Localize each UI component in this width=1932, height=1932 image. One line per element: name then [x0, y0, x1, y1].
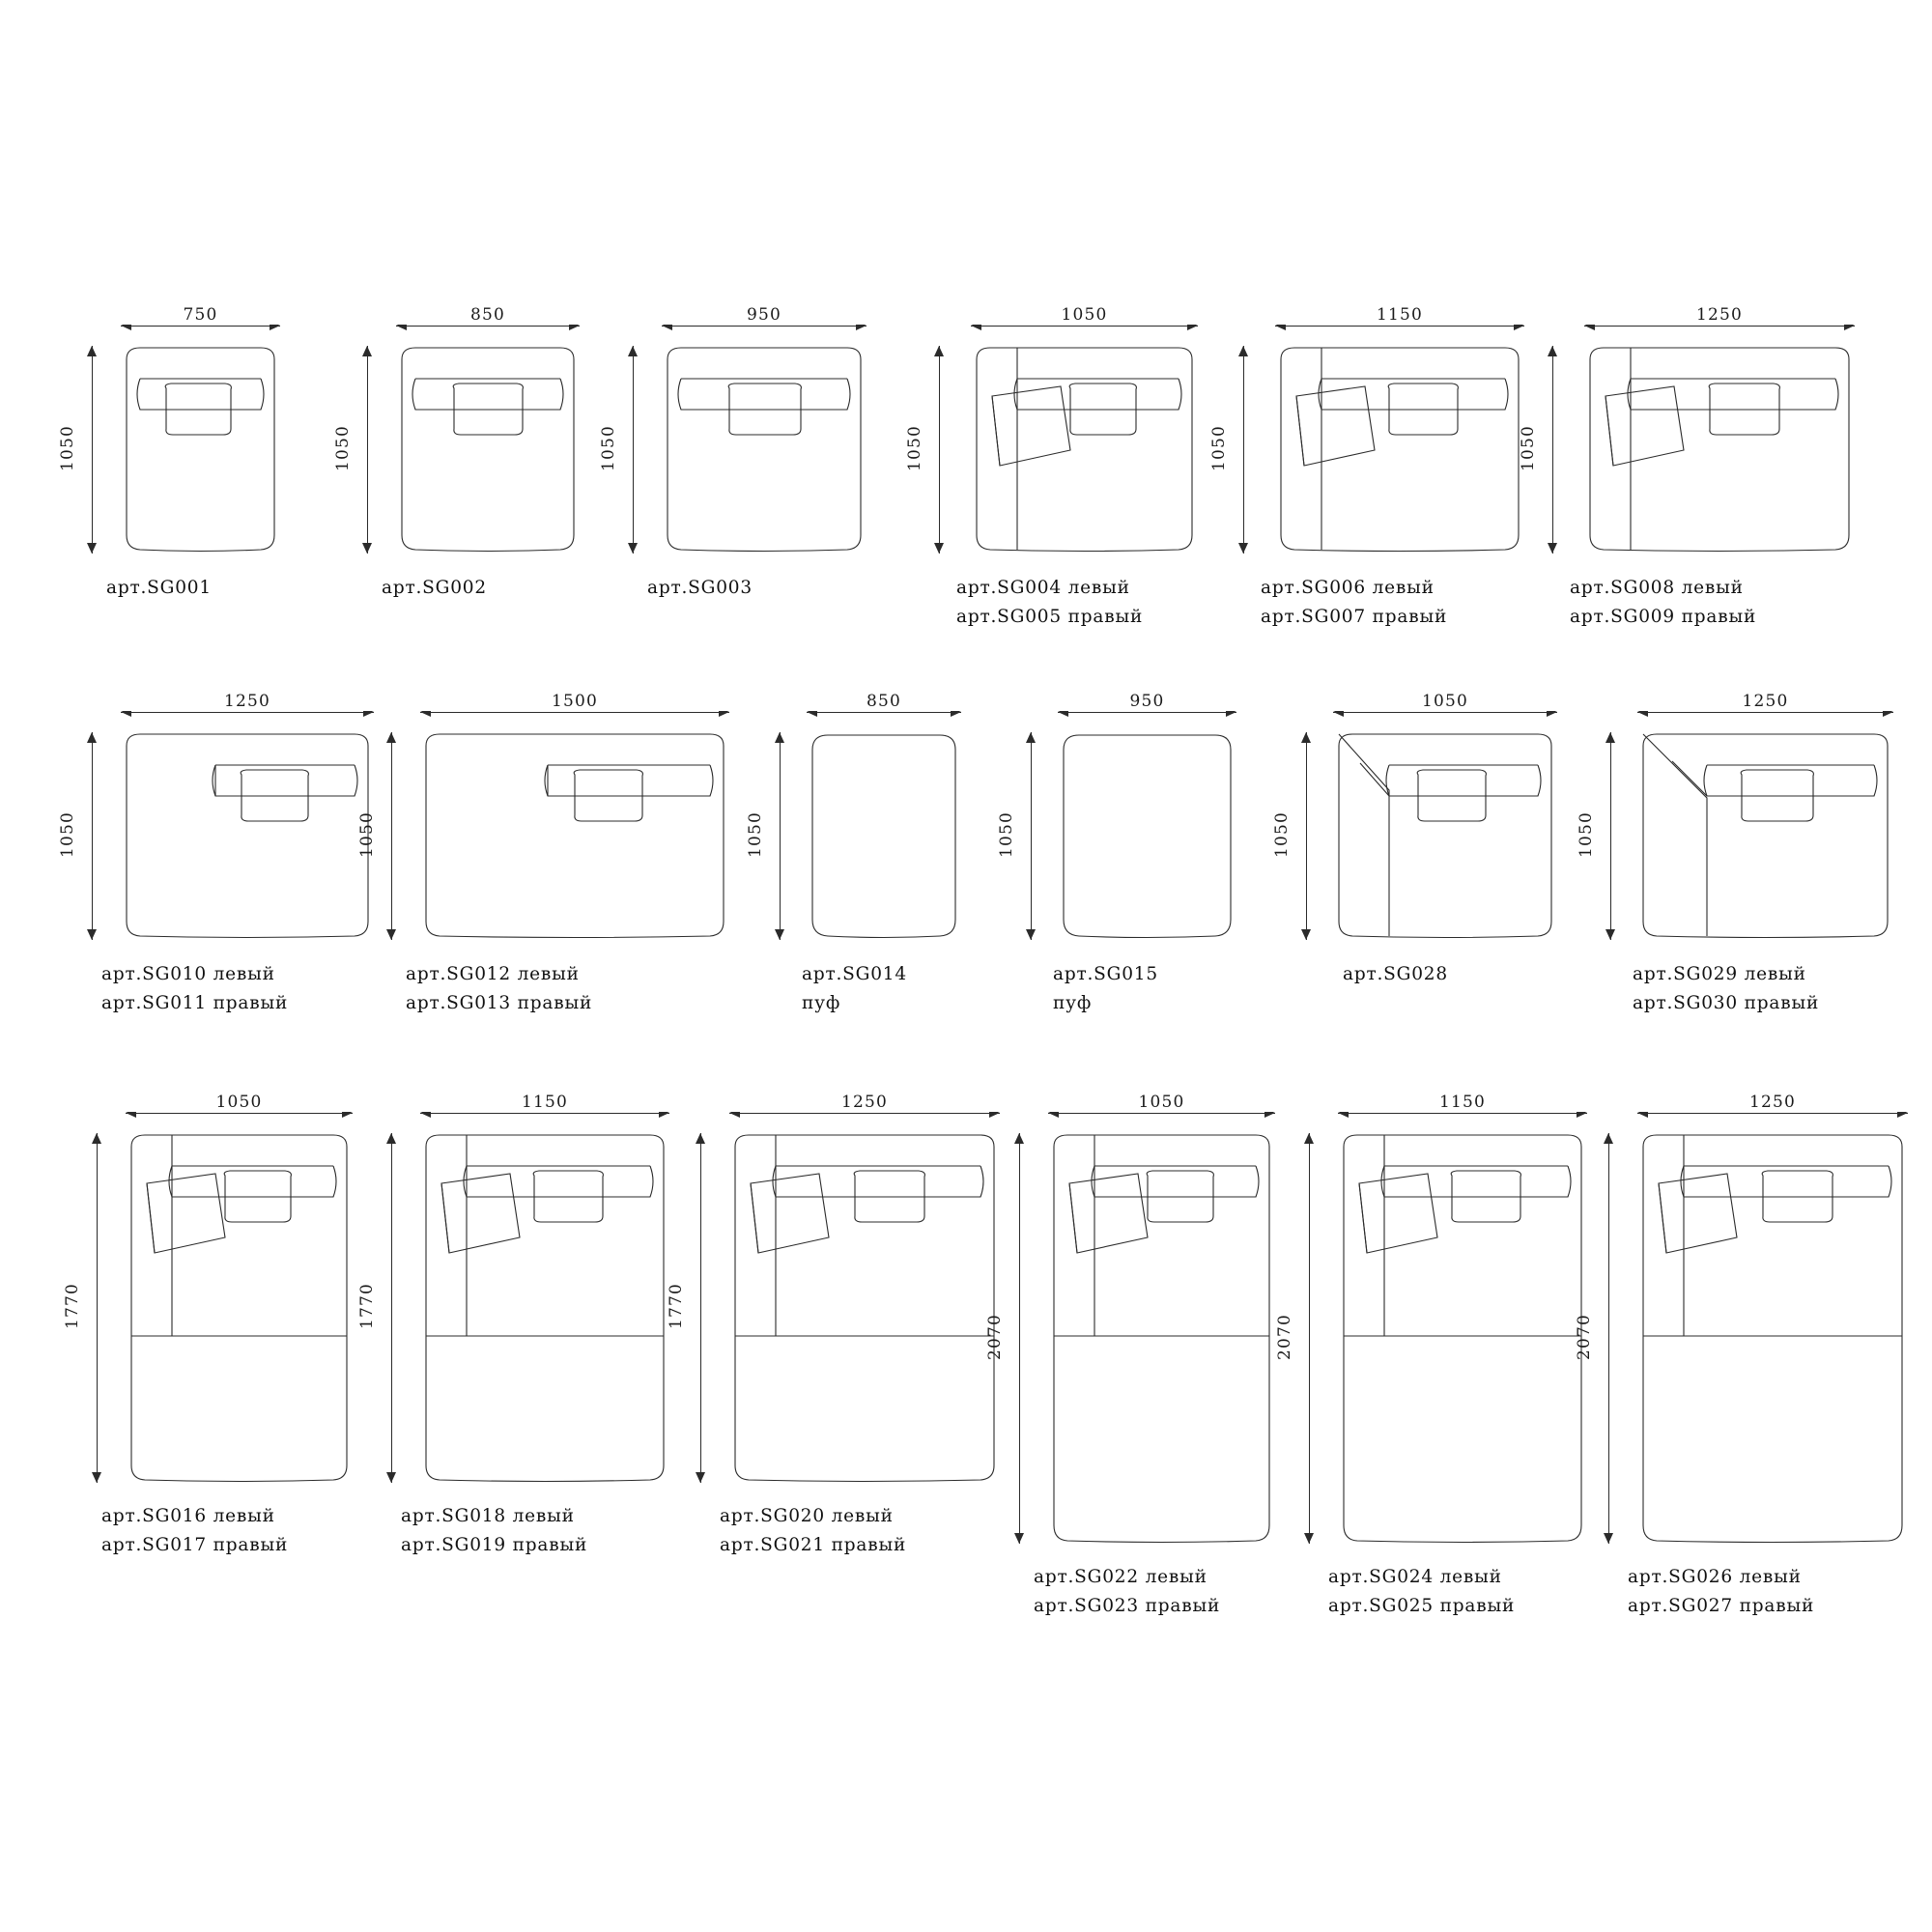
height-value: 1050 — [997, 810, 1016, 858]
caption-line: арт.SG005 правый — [956, 606, 1144, 627]
module-caption-sg014 — [802, 960, 907, 1018]
height-dimension — [1209, 346, 1248, 554]
caption-line: арт.SG004 левый — [956, 578, 1130, 598]
caption-line: арт.SG022 левый — [1034, 1567, 1208, 1587]
width-dimension — [662, 305, 867, 330]
width-dimension — [420, 1093, 669, 1118]
height-dimension — [997, 732, 1036, 940]
module-drawing-sg022 — [1048, 1133, 1275, 1544]
width-dimension — [1338, 1093, 1587, 1118]
width-value: 1050 — [1054, 305, 1114, 325]
module-caption-sg028 — [1343, 960, 1448, 989]
module-drawing-sg015 — [1058, 732, 1236, 940]
height-dimension — [746, 732, 784, 940]
height-value: 1050 — [58, 810, 77, 858]
height-dimension — [58, 346, 97, 554]
module-caption-sg006 — [1261, 574, 1447, 632]
height-dimension — [58, 732, 97, 940]
width-value: 950 — [740, 305, 788, 325]
caption-line: пуф — [1053, 992, 1093, 1013]
module-caption-sg026 — [1628, 1563, 1814, 1621]
height-value: 1050 — [905, 424, 924, 471]
height-dimension — [357, 1133, 396, 1483]
caption-line: арт.SG029 левый — [1633, 964, 1806, 984]
caption-line: арт.SG030 правый — [1633, 992, 1820, 1013]
caption-line: арт.SG013 правый — [406, 992, 593, 1013]
width-value: 1150 — [515, 1093, 575, 1112]
caption-line: арт.SG023 правый — [1034, 1595, 1221, 1616]
height-value: 1050 — [333, 424, 353, 471]
module-caption-sg008 — [1570, 574, 1756, 632]
height-value: 1050 — [1519, 424, 1538, 471]
module-drawing-sg003 — [662, 346, 867, 554]
width-value: 1050 — [1415, 692, 1475, 711]
caption-line: арт.SG016 левый — [101, 1506, 275, 1526]
caption-line: арт.SG024 левый — [1328, 1567, 1502, 1587]
height-dimension — [599, 346, 638, 554]
caption-line: арт.SG020 левый — [720, 1506, 894, 1526]
caption-line: арт.SG001 — [106, 578, 212, 598]
height-dimension — [667, 1133, 705, 1483]
module-caption-sg015 — [1053, 960, 1158, 1018]
width-value: 1150 — [1433, 1093, 1492, 1112]
caption-line: арт.SG010 левый — [101, 964, 275, 984]
width-value: 1250 — [1690, 305, 1749, 325]
module-drawing-sg014 — [807, 732, 961, 940]
height-value: 2070 — [1275, 1313, 1294, 1360]
module-caption-sg018 — [401, 1502, 587, 1560]
height-dimension — [357, 732, 396, 940]
module-drawing-sg029 — [1637, 732, 1893, 940]
module-drawing-sg024 — [1338, 1133, 1587, 1544]
height-value: 1770 — [63, 1282, 82, 1330]
height-dimension — [1575, 1133, 1613, 1544]
caption-line: арт.SG006 левый — [1261, 578, 1435, 598]
height-value: 2070 — [985, 1313, 1005, 1360]
module-caption-sg002 — [382, 574, 487, 603]
width-value: 1250 — [217, 692, 277, 711]
width-value: 850 — [860, 692, 908, 711]
height-value: 1050 — [599, 424, 618, 471]
module-drawing-sg012 — [420, 732, 729, 940]
module-drawing-sg002 — [396, 346, 580, 554]
caption-line: арт.SG009 правый — [1570, 606, 1757, 627]
height-dimension — [333, 346, 372, 554]
caption-line: арт.SG015 — [1053, 964, 1158, 984]
module-caption-sg029 — [1633, 960, 1819, 1018]
width-value: 1150 — [1370, 305, 1430, 325]
width-dimension — [1058, 692, 1236, 717]
caption-line: арт.SG018 левый — [401, 1506, 575, 1526]
height-value: 2070 — [1575, 1313, 1594, 1360]
width-dimension — [1637, 692, 1893, 717]
caption-line: пуф — [802, 992, 841, 1013]
height-value: 1770 — [667, 1282, 686, 1330]
module-drawing-sg016 — [126, 1133, 353, 1483]
width-value: 950 — [1122, 692, 1171, 711]
width-dimension — [420, 692, 729, 717]
module-caption-sg010 — [101, 960, 288, 1018]
height-value: 1050 — [1209, 424, 1229, 471]
width-value: 1500 — [545, 692, 605, 711]
width-dimension — [126, 1093, 353, 1118]
height-dimension — [1272, 732, 1311, 940]
width-dimension — [971, 305, 1198, 330]
module-drawing-sg028 — [1333, 732, 1557, 940]
caption-line: арт.SG027 правый — [1628, 1595, 1815, 1616]
height-dimension — [905, 346, 944, 554]
caption-line: арт.SG017 правый — [101, 1534, 289, 1555]
width-dimension — [807, 692, 961, 717]
module-drawing-sg001 — [121, 346, 280, 554]
caption-line: арт.SG002 — [382, 578, 487, 598]
width-dimension — [1275, 305, 1524, 330]
width-dimension — [729, 1093, 1000, 1118]
width-value: 1050 — [209, 1093, 269, 1112]
module-caption-sg022 — [1034, 1563, 1220, 1621]
height-dimension — [1577, 732, 1615, 940]
height-value: 1050 — [357, 810, 377, 858]
caption-line: арт.SG025 правый — [1328, 1595, 1516, 1616]
caption-line: арт.SG011 правый — [101, 992, 289, 1013]
height-value: 1050 — [746, 810, 765, 858]
module-drawing-sg004 — [971, 346, 1198, 554]
module-caption-sg003 — [647, 574, 753, 603]
caption-line: арт.SG028 — [1343, 964, 1448, 984]
height-value: 1050 — [58, 424, 77, 471]
height-dimension — [1519, 346, 1557, 554]
width-dimension — [121, 305, 280, 330]
module-caption-sg016 — [101, 1502, 288, 1560]
width-dimension — [1637, 1093, 1908, 1118]
width-value: 750 — [176, 305, 224, 325]
width-dimension — [1584, 305, 1855, 330]
height-dimension — [1275, 1133, 1314, 1544]
module-caption-sg024 — [1328, 1563, 1515, 1621]
caption-line: арт.SG026 левый — [1628, 1567, 1802, 1587]
height-dimension — [63, 1133, 101, 1483]
height-value: 1050 — [1272, 810, 1292, 858]
caption-line: арт.SG014 — [802, 964, 907, 984]
module-caption-sg001 — [106, 574, 212, 603]
caption-line: арт.SG021 правый — [720, 1534, 907, 1555]
module-caption-sg012 — [406, 960, 592, 1018]
caption-line: арт.SG007 правый — [1261, 606, 1448, 627]
module-drawing-sg010 — [121, 732, 374, 940]
width-value: 1250 — [1743, 1093, 1803, 1112]
width-dimension — [396, 305, 580, 330]
width-value: 850 — [464, 305, 512, 325]
caption-line: арт.SG012 левый — [406, 964, 580, 984]
module-drawing-sg018 — [420, 1133, 669, 1483]
width-value: 1250 — [835, 1093, 895, 1112]
caption-line: арт.SG003 — [647, 578, 753, 598]
module-drawing-sg006 — [1275, 346, 1524, 554]
width-value: 1250 — [1735, 692, 1795, 711]
height-dimension — [985, 1133, 1024, 1544]
width-dimension — [121, 692, 374, 717]
module-caption-sg004 — [956, 574, 1143, 632]
caption-line: арт.SG008 левый — [1570, 578, 1744, 598]
module-drawing-sg008 — [1584, 346, 1855, 554]
caption-line: арт.SG019 правый — [401, 1534, 588, 1555]
width-dimension — [1048, 1093, 1275, 1118]
module-caption-sg020 — [720, 1502, 906, 1560]
width-dimension — [1333, 692, 1557, 717]
module-drawing-sg026 — [1637, 1133, 1908, 1544]
module-drawing-sg020 — [729, 1133, 1000, 1483]
width-value: 1050 — [1131, 1093, 1191, 1112]
height-value: 1050 — [1577, 810, 1596, 858]
height-value: 1770 — [357, 1282, 377, 1330]
